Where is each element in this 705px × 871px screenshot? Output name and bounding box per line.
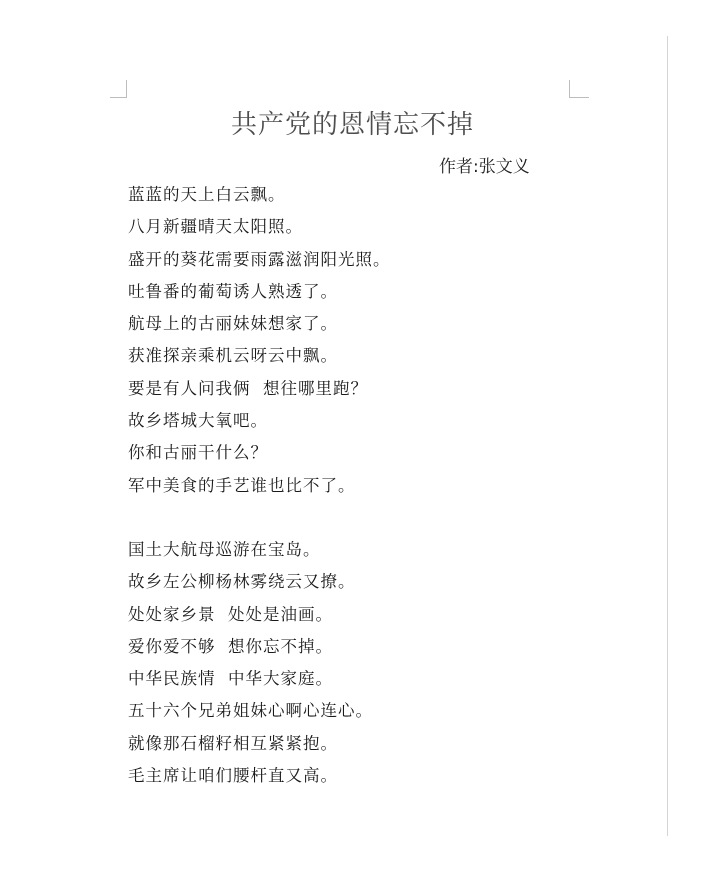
poem-line: 八月新疆晴天太阳照。 — [128, 217, 303, 237]
document-title: 共产党的恩情忘不掉 — [230, 110, 474, 140]
poem-line: 吐鲁番的葡萄诱人熟透了。 — [128, 281, 338, 301]
poem-line: 爱你爱不够 想你忘不掉。 — [128, 636, 333, 656]
poem-line: 中华民族情 中华大家庭。 — [128, 669, 333, 689]
poem-line: 盛开的葵花需要雨露滋润阳光照。 — [128, 249, 391, 269]
poem-line: 你和古丽干什么？ — [128, 443, 268, 463]
poem-line: 获准探亲乘机云呀云中飘。 — [128, 346, 338, 366]
poem-line: 蓝蓝的天上白云飘。 — [128, 185, 286, 204]
poem-line: 处处家乡景 处处是油画。 — [128, 604, 333, 624]
poem-line: 故乡塔城大氧吧。 — [128, 411, 268, 431]
poem-line: 国土大航母巡游在宝岛。 — [128, 539, 321, 559]
poem-line: 故乡左公柳杨林雾绕云又撩。 — [128, 572, 356, 592]
poem-line: 要是有人问我俩 想往哪里跑？ — [128, 378, 368, 398]
poem-line: 航母上的古丽妹妹想家了。 — [128, 314, 338, 334]
poem-line: 五十六个兄弟姐妹心啊心连心。 — [128, 701, 373, 721]
poem-body — [128, 184, 391, 797]
page-right-edge — [667, 36, 668, 836]
stanza-break — [128, 507, 391, 539]
poem-line: 就像那石榴籽相互紧紧抱。 — [128, 733, 338, 753]
author-line: 作者:张文义 — [439, 157, 530, 177]
poem-line: 军中美食的手艺谁也比不了。 — [128, 475, 356, 495]
poem-line: 毛主席让咱们腰杆直又高。 — [128, 766, 338, 786]
